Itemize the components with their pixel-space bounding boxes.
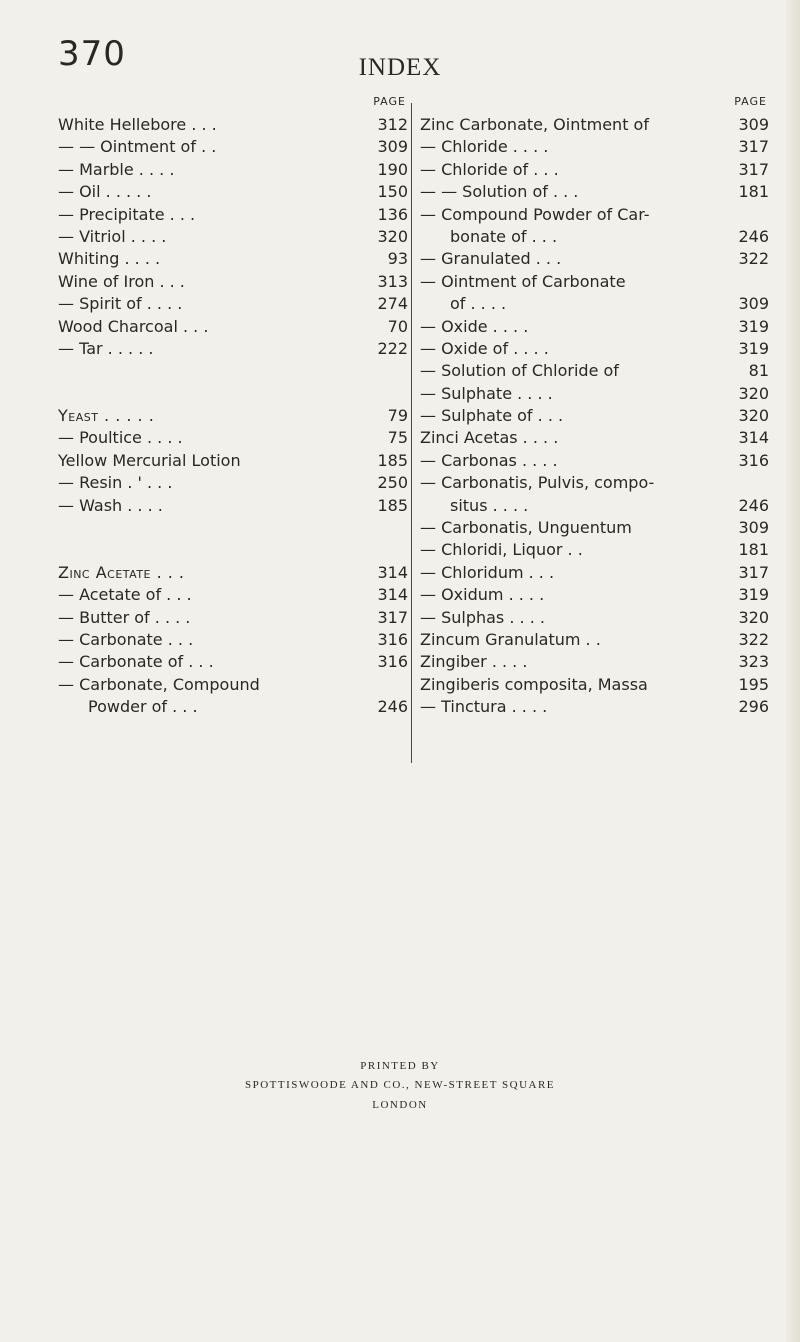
entry-term: — Oil . . . . .: [58, 182, 152, 202]
entry-page-number: 195: [738, 674, 769, 694]
entry-term: — Chloride of . . .: [420, 159, 559, 179]
index-entry: [58, 562, 408, 584]
imprint-city: LONDON: [372, 1099, 428, 1111]
entry-page-number: 250: [377, 473, 408, 493]
index-entry: [420, 696, 769, 718]
index-entry: [58, 136, 408, 158]
entry-term: — Marble . . . .: [58, 159, 175, 179]
index-entry: [58, 427, 408, 449]
entry-page-number: 319: [738, 316, 769, 336]
entry-term: — Spirit of . . . .: [58, 294, 183, 314]
entry-term: bonate of . . .: [450, 226, 558, 246]
entry-term: — Oxide . . . .: [420, 316, 529, 336]
index-entry: [58, 293, 408, 315]
entry-term: — Carbonate, Compound: [58, 674, 260, 694]
index-entry: [58, 607, 408, 629]
index-entry: [420, 562, 769, 584]
entry-page-number: 314: [738, 428, 769, 448]
entry-term: Zinci Acetas . . . .: [420, 428, 559, 448]
entry-page-number: 185: [377, 450, 408, 470]
entry-page-number: 222: [377, 338, 408, 358]
index-entry: [420, 271, 769, 293]
entry-term: — Ointment of Carbonate: [420, 271, 626, 291]
entry-term: Zinc Acetate . . .: [58, 562, 185, 582]
entry-page-number: 309: [738, 518, 769, 538]
entry-page-number: 322: [738, 249, 769, 269]
entry-term: — Vitriol . . . .: [58, 226, 167, 246]
index-entries-left: [58, 114, 408, 719]
entry-page-number: 150: [377, 182, 408, 202]
entry-page-number: 246: [738, 226, 769, 246]
entry-term: Wine of Iron . . .: [58, 271, 185, 291]
entry-page-number: 316: [738, 450, 769, 470]
entry-term: — — Ointment of . .: [58, 137, 217, 157]
index-entry: [58, 472, 408, 494]
index-entry: [58, 360, 408, 382]
index-entry: [420, 383, 769, 405]
entry-page-number: 309: [377, 137, 408, 157]
index-entry: [58, 696, 408, 718]
index-entry: [420, 517, 769, 539]
index-entry: [58, 584, 408, 606]
entry-page-number: 323: [738, 652, 769, 672]
index-entries-right: [420, 114, 769, 719]
entry-page-number: 317: [738, 159, 769, 179]
entry-term: — Carbonas . . . .: [420, 450, 558, 470]
entry-term: — Wash . . . .: [58, 495, 163, 515]
entry-term: — Sulphas . . . .: [420, 607, 545, 627]
entry-page-number: 313: [377, 271, 408, 291]
entry-page-number: [371, 539, 408, 561]
entry-term: [58, 539, 371, 561]
index-entry: [420, 495, 769, 517]
index-entry: [58, 159, 408, 181]
entry-term: — Chloridi, Liquor . .: [420, 540, 583, 560]
index-column-left: [58, 95, 408, 719]
index-entry: [420, 293, 769, 315]
entry-term: — Solution of Chloride of: [420, 361, 619, 381]
entry-page-number: 316: [377, 652, 408, 672]
page-number: 370: [58, 34, 126, 74]
page-column-label: PAGE: [734, 95, 767, 108]
entry-term: [58, 360, 371, 382]
entry-term: — Carbonatis, Pulvis, compo-: [420, 473, 655, 493]
entry-term: — Granulated . . .: [420, 249, 562, 269]
entry-term: — Carbonatis, Unguentum: [420, 518, 632, 538]
entry-term: [58, 383, 371, 405]
index-entry: [420, 629, 769, 651]
entry-term: — Oxide of . . . .: [420, 338, 549, 358]
entry-term: Whiting . . . .: [58, 249, 161, 269]
index-entry: [420, 159, 769, 181]
entry-page-number: 136: [377, 204, 408, 224]
entry-page-number: 317: [738, 137, 769, 157]
index-entry: [58, 338, 408, 360]
entry-term: — Carbonate of . . .: [58, 652, 214, 672]
index-entry: [420, 472, 769, 494]
entry-term: — Resin . ' . . .: [58, 473, 173, 493]
index-entry: [58, 539, 408, 561]
entry-term: — Sulphate . . . .: [420, 383, 553, 403]
index-entry: [420, 405, 769, 427]
entry-page-number: [371, 674, 408, 696]
entry-page-number: 296: [738, 697, 769, 717]
entry-term: — Tinctura . . . .: [420, 697, 548, 717]
index-entry: [58, 405, 408, 427]
entry-term: Yellow Mercurial Lotion: [58, 450, 241, 470]
index-entry: [58, 316, 408, 338]
entry-page-number: 317: [738, 562, 769, 582]
entry-page-number: 246: [738, 495, 769, 515]
index-entry: [420, 427, 769, 449]
entry-page-number: 309: [738, 294, 769, 314]
entry-term: — Carbonate . . .: [58, 629, 194, 649]
index-entry: [58, 674, 408, 696]
entry-term: — Butter of . . . .: [58, 607, 191, 627]
entry-page-number: 274: [377, 294, 408, 314]
index-entry: [420, 607, 769, 629]
index-entry: [58, 629, 408, 651]
entry-page-number: 190: [377, 159, 408, 179]
index-entry: [420, 584, 769, 606]
index-entry: [420, 338, 769, 360]
entry-page-number: 314: [377, 562, 408, 582]
entry-page-number: 181: [738, 540, 769, 560]
entry-term: Zincum Granulatum . .: [420, 629, 601, 649]
index-entry: [58, 383, 408, 405]
entry-page-number: [732, 271, 769, 293]
index-entry: [420, 651, 769, 673]
entry-page-number: 319: [738, 585, 769, 605]
entry-page-number: 319: [738, 338, 769, 358]
entry-term: — Chloridum . . .: [420, 562, 555, 582]
entry-page-number: 309: [738, 115, 769, 134]
index-entry: [58, 114, 408, 136]
index-entry: [58, 517, 408, 539]
index-column-right: [420, 95, 769, 719]
entry-term: — Sulphate of . . .: [420, 406, 564, 426]
index-entry: [420, 450, 769, 472]
entry-page-number: 320: [738, 383, 769, 403]
entry-page-number: 320: [738, 406, 769, 426]
entry-page-number: 317: [377, 607, 408, 627]
index-entry: [420, 248, 769, 270]
entry-page-number: 322: [738, 629, 769, 649]
column-divider: [411, 103, 412, 763]
entry-page-number: [371, 517, 408, 539]
index-entry: [420, 181, 769, 203]
index-entry: [58, 204, 408, 226]
index-entry: [58, 226, 408, 248]
entry-page-number: [371, 360, 408, 382]
entry-term: Wood Charcoal . . .: [58, 316, 209, 336]
entry-page-number: [732, 472, 769, 494]
index-entry: [420, 114, 769, 136]
entry-term: — Acetate of . . .: [58, 585, 192, 605]
entry-term: situs . . . .: [450, 495, 529, 515]
entry-page-number: [732, 204, 769, 226]
entry-term: Yeast . . . . .: [58, 406, 155, 426]
entry-page-number: 93: [387, 249, 408, 269]
index-entry: [420, 316, 769, 338]
entry-page-number: 185: [377, 495, 408, 515]
page-title: INDEX: [358, 54, 442, 81]
index-entry: [420, 674, 769, 696]
page-column-label: PAGE: [373, 95, 406, 108]
entry-term: of . . . .: [450, 294, 507, 314]
entry-page-number: 312: [377, 115, 408, 134]
entry-term: — Precipitate . . .: [58, 204, 196, 224]
index-entry: [420, 360, 769, 382]
entry-term: — — Solution of . . .: [420, 182, 579, 202]
entry-term: — Poultice . . . .: [58, 428, 183, 448]
entry-page-number: 181: [738, 182, 769, 202]
index-entry: [58, 271, 408, 293]
entry-term: Zinc Carbonate, Ointment of: [420, 115, 649, 134]
index-entry: [58, 450, 408, 472]
entry-term: Zingiber . . . .: [420, 652, 528, 672]
entry-page-number: 320: [377, 226, 408, 246]
entry-term: White Hellebore . . .: [58, 115, 217, 134]
entry-page-number: 314: [377, 585, 408, 605]
index-entry: [420, 226, 769, 248]
index-entry: [420, 204, 769, 226]
index-entry: [58, 651, 408, 673]
entry-page-number: 70: [387, 316, 408, 336]
entry-page-number: 316: [377, 629, 408, 649]
imprint-printed-by: PRINTED BY: [360, 1060, 440, 1072]
entry-page-number: 79: [387, 406, 408, 426]
entry-term: Powder of . . .: [88, 697, 198, 717]
entry-term: — Oxidum . . . .: [420, 585, 545, 605]
entry-page-number: 246: [377, 697, 408, 717]
index-entry: [420, 539, 769, 561]
page-edge-shadow: [786, 0, 800, 1342]
entry-term: — Compound Powder of Car-: [420, 204, 650, 224]
entry-term: — Chloride . . . .: [420, 137, 549, 157]
index-entry: [420, 136, 769, 158]
entry-page-number: [371, 383, 408, 405]
entry-page-number: 320: [738, 607, 769, 627]
entry-page-number: 75: [387, 428, 408, 448]
entry-term: [58, 517, 371, 539]
imprint-printer: SPOTTISWOODE AND CO., NEW-STREET SQUARE: [244, 1079, 556, 1091]
index-entry: [58, 181, 408, 203]
entry-term: Zingiberis composita, Massa: [420, 674, 648, 694]
index-entry: [58, 495, 408, 517]
index-entry: [58, 248, 408, 270]
entry-page-number: 81: [748, 361, 769, 381]
entry-term: — Tar . . . . .: [58, 338, 154, 358]
